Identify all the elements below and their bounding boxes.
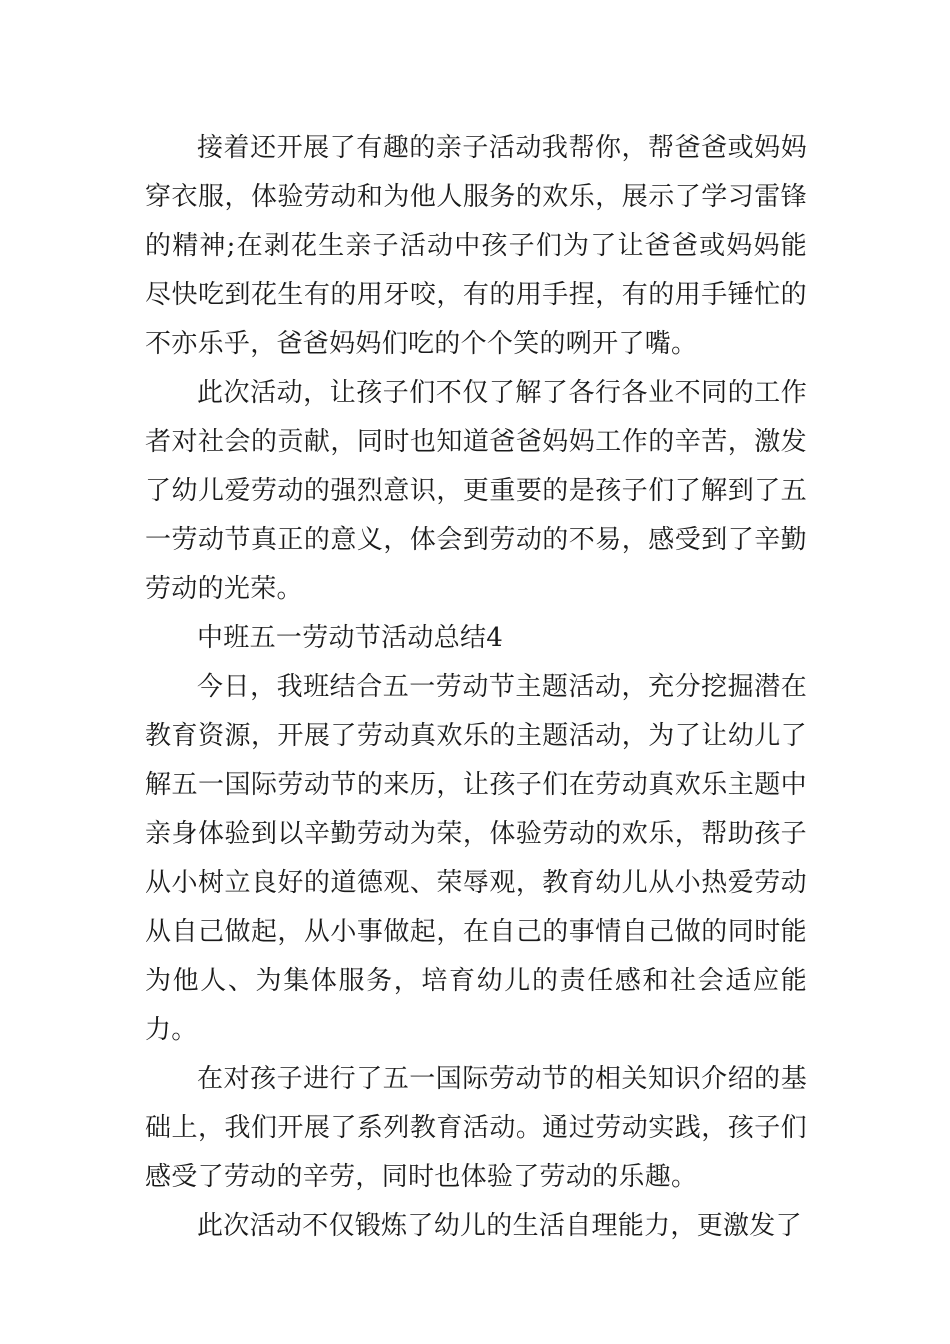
paragraph-education-activities: 在对孩子进行了五一国际劳动节的相关知识介绍的基础上，我们开展了系列教育活动。通过劳动实践，孩子们感受了劳动的辛劳，同时也体验了劳动的乐趣。	[145, 1064, 807, 1192]
section-heading: 中班五一劳动节活动总结4	[197, 623, 504, 653]
paragraph-activity-significance: 此次活动，让孩子们不仅了解了各行各业不同的工作者对社会的贡献，同时也知道爸爸妈妈工作的辛苦，激发了幼儿爱劳动的强烈意识，更重要的是孩子们了解到了五一劳动节真正的意义，体会到劳动的不易，感受到了辛勤劳动的光荣。	[145, 378, 807, 604]
document-page	[145, 124, 807, 1251]
paragraph-parent-child-activities: 接着还开展了有趣的亲子活动我帮你，帮爸爸或妈妈穿衣服，体验劳动和为他人服务的欢乐，展示了学习雷锋的精神;在剥花生亲子活动中孩子们为了让爸爸或妈妈能尽快吃到花生有的用牙咬，有的用手捏，有的用手锤忙的不亦乐乎，爸爸妈妈们吃的个个笑的咧开了嘴。	[145, 133, 807, 359]
paragraph-theme-activity: 今日，我班结合五一劳动节主题活动，充分挖掘潜在教育资源，开展了劳动真欢乐的主题活动，为了让幼儿了解五一国际劳动节的来历，让孩子们在劳动真欢乐主题中亲身体验到以辛勤劳动为荣，体验劳动的欢乐，帮助孩子从小树立良好的道德观、荣辱观，教育幼儿从小热爱劳动从自己做起，从小事做起，在自己的事情自己做的同时能为他人、为集体服务，培育幼儿的责任感和社会适应能力。	[145, 672, 807, 1045]
paragraph-self-care: 此次活动不仅锻炼了幼儿的生活自理能力，更激发了	[197, 1211, 802, 1241]
